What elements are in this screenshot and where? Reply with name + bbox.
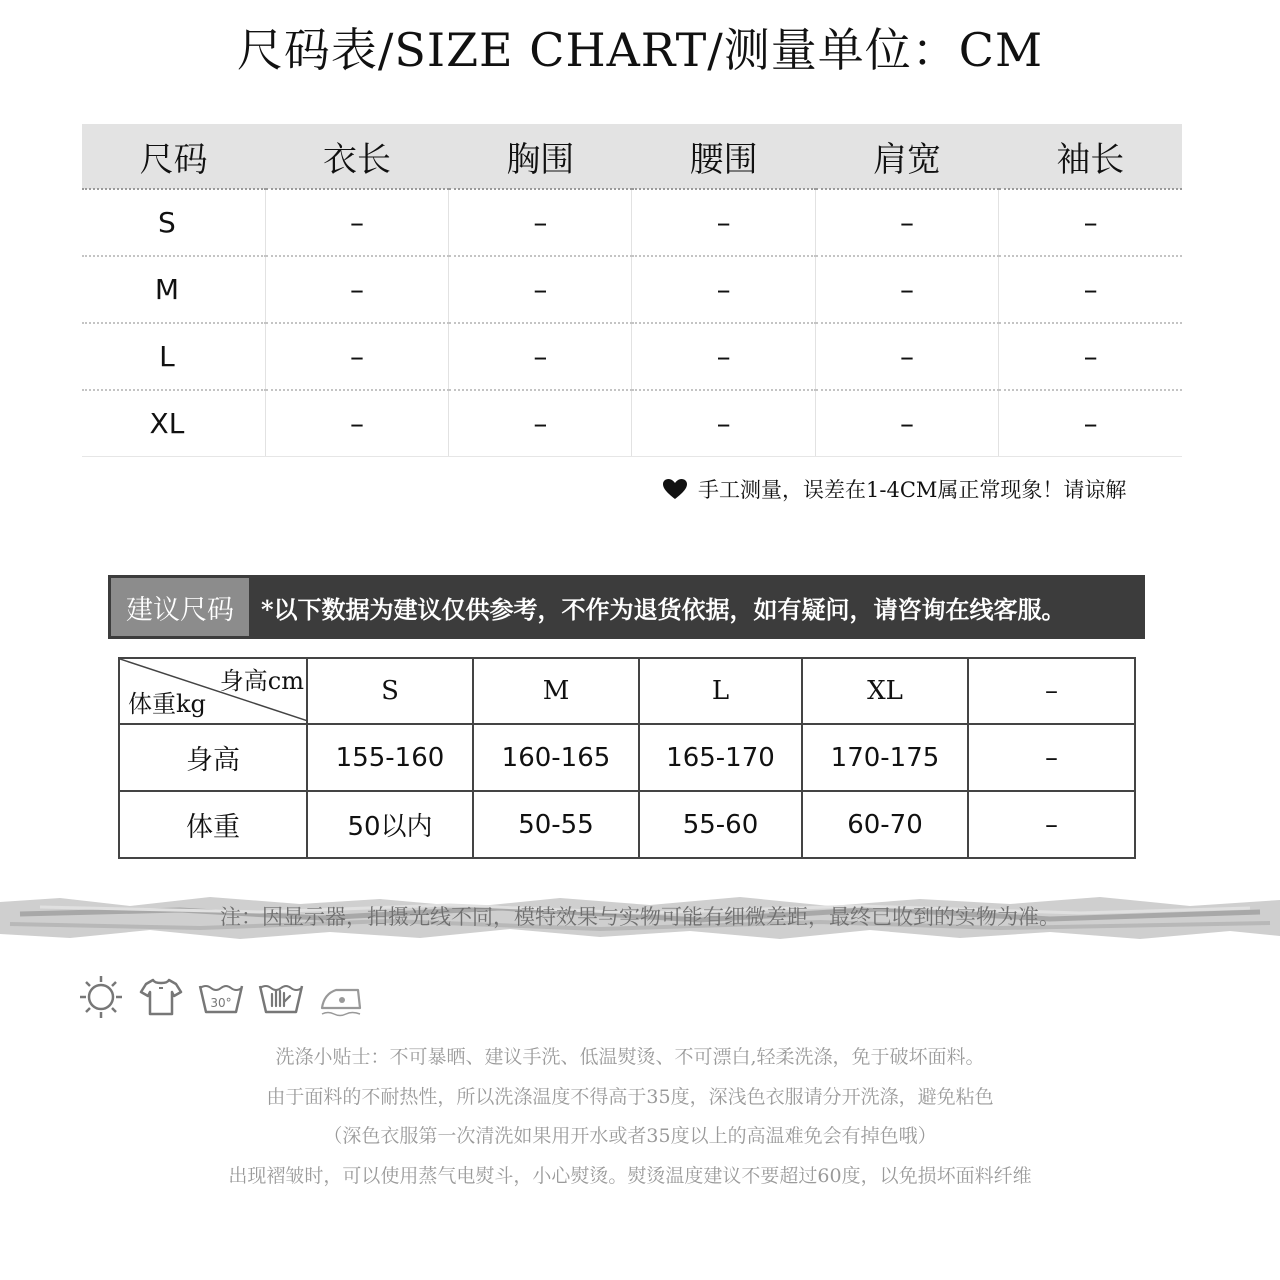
size-chart-table xyxy=(82,124,1182,457)
rec-size-header: L xyxy=(639,658,802,724)
iron-icon xyxy=(318,974,364,1020)
measurement-note xyxy=(662,474,1187,504)
recommendation-table xyxy=(118,657,1136,859)
value-cell: 60-70 xyxy=(802,791,968,858)
disclaimer-text: 注：因显示器，拍摄光线不同，模特效果与实物可能有细微差距，最终已收到的实物为准。 xyxy=(220,905,1060,929)
size-cell: XL xyxy=(82,390,265,457)
value-cell: – xyxy=(815,256,998,323)
value-cell: – xyxy=(632,390,815,457)
value-cell: – xyxy=(815,323,998,390)
care-tip-line: 由于面料的不耐热性，所以洗涤温度不得高于35度，深浅色衣服请分开洗涤，避免粘色 xyxy=(266,1085,994,1108)
corner-cell xyxy=(119,658,307,724)
value-cell: – xyxy=(999,256,1182,323)
care-tips xyxy=(0,1038,1260,1196)
size-cell: M xyxy=(82,256,265,323)
rec-size-header: XL xyxy=(802,658,968,724)
header-sleeve: 袖长 xyxy=(999,124,1182,189)
suggest-text: *以下数据为建议仅供参考，不作为退货依据，如有疑问，请咨询在线客服。 xyxy=(261,594,1066,624)
size-cell: S xyxy=(82,189,265,256)
value-cell: 50-55 xyxy=(473,791,639,858)
table-row xyxy=(82,189,1182,256)
header-length: 衣长 xyxy=(265,124,448,189)
rec-size-header: – xyxy=(968,658,1135,724)
table-row xyxy=(82,323,1182,390)
svg-text:30°: 30° xyxy=(210,996,232,1010)
value-cell: – xyxy=(265,256,448,323)
value-cell: – xyxy=(449,323,632,390)
value-cell: 155-160 xyxy=(307,724,473,791)
value-cell: 55-60 xyxy=(639,791,802,858)
sun-icon xyxy=(78,974,124,1020)
value-cell: – xyxy=(449,189,632,256)
suggest-banner xyxy=(108,575,1145,639)
wash-30-icon xyxy=(198,974,244,1020)
value-cell: – xyxy=(999,323,1182,390)
value-cell: – xyxy=(815,390,998,457)
page-title: 尺码表/SIZE CHART/测量单位：CM xyxy=(236,23,1044,77)
header-shoulder: 肩宽 xyxy=(815,124,998,189)
corner-weight-label: 体重kg xyxy=(128,690,206,718)
care-tip-line: （深色衣服第一次清洗如果用开水或者35度以上的高温难免会有掉色哦） xyxy=(323,1125,937,1147)
size-cell: L xyxy=(82,323,265,390)
heart-icon xyxy=(662,478,688,500)
value-cell: – xyxy=(999,189,1182,256)
value-cell: 50以内 xyxy=(307,791,473,858)
table-row xyxy=(82,256,1182,323)
care-icons xyxy=(78,974,364,1020)
row-label-weight: 体重 xyxy=(119,791,307,858)
shirt-icon xyxy=(138,974,184,1020)
table-row xyxy=(119,724,1135,791)
size-chart-header-row xyxy=(82,124,1182,189)
value-cell: – xyxy=(999,390,1182,457)
value-cell: – xyxy=(632,256,815,323)
value-cell: – xyxy=(265,323,448,390)
care-tip-line: 洗涤小贴士：不可暴晒、建议手洗、低温熨烫、不可漂白,轻柔洗涤，免于破坏面料。 xyxy=(275,1046,985,1068)
corner-height-label: 身高cm xyxy=(219,667,304,695)
value-cell: – xyxy=(968,791,1135,858)
value-cell: – xyxy=(632,189,815,256)
rec-size-header: M xyxy=(473,658,639,724)
value-cell: – xyxy=(265,189,448,256)
rec-header-row xyxy=(119,658,1135,724)
value-cell: 170-175 xyxy=(802,724,968,791)
value-cell: 160-165 xyxy=(473,724,639,791)
care-tip-line: 出现褶皱时，可以使用蒸气电熨斗，小心熨烫。熨烫温度建议不要超过60度，以免损坏面料纤维 xyxy=(228,1164,1032,1187)
header-waist: 腰围 xyxy=(632,124,815,189)
disclaimer-strip xyxy=(0,894,1280,940)
value-cell: – xyxy=(449,256,632,323)
value-cell: – xyxy=(265,390,448,457)
value-cell: – xyxy=(449,390,632,457)
header-size: 尺码 xyxy=(82,124,265,189)
value-cell: – xyxy=(815,189,998,256)
value-cell: – xyxy=(632,323,815,390)
row-label-height: 身高 xyxy=(119,724,307,791)
hand-wash-icon xyxy=(258,974,304,1020)
measurement-note-text: 手工测量，误差在1-4CM属正常现象！请谅解 xyxy=(698,478,1127,502)
header-chest: 胸围 xyxy=(449,124,632,189)
rec-size-header: S xyxy=(307,658,473,724)
table-row xyxy=(82,390,1182,457)
table-row xyxy=(119,791,1135,858)
value-cell: 165-170 xyxy=(639,724,802,791)
suggest-label: 建议尺码 xyxy=(111,578,249,636)
value-cell: – xyxy=(968,724,1135,791)
